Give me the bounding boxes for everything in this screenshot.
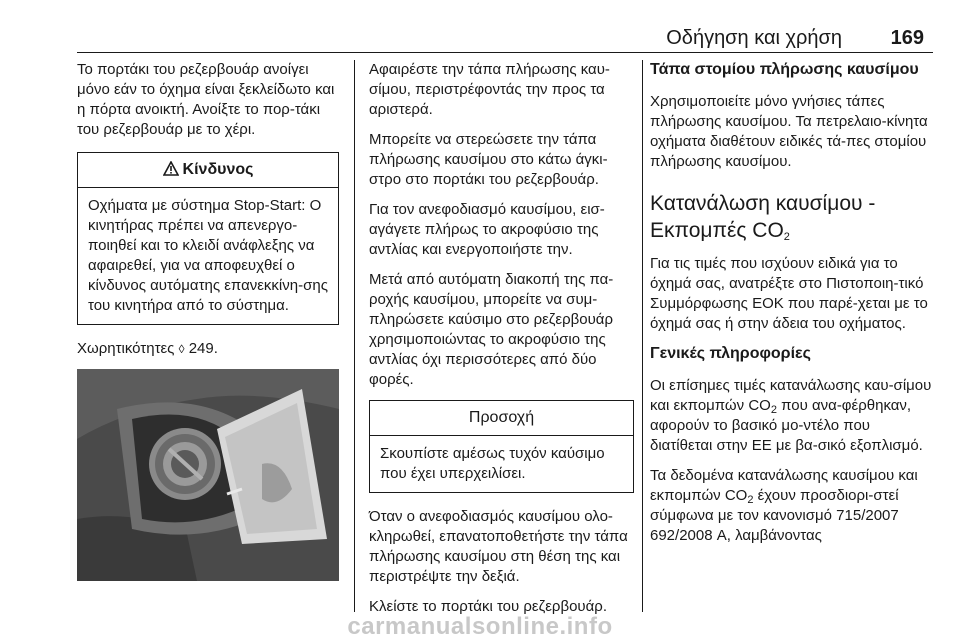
column-divider-2 — [642, 60, 643, 612]
header-title: Οδήγηση και χρήση — [666, 27, 842, 49]
column-1 — [77, 60, 339, 581]
heading-fuel-cap: Τάπα στομίου πλήρωσης καυσίμου — [650, 61, 919, 78]
caution-box — [369, 400, 634, 493]
heading-fuel-consumption-text: Κατανάλωση καυσίμου - Εκπομπές CO — [650, 192, 876, 242]
site-watermark: carmanualsonline.info — [347, 613, 613, 640]
page-header — [0, 0, 960, 52]
official-values-text-b: που ανα-φέρθηκαν, αφορούν το βασικό μο-ντέλο που διατίθεται στην ΕΕ με βα-σικό εξοπλισμό. — [650, 397, 923, 454]
paragraph-close-door: Κλείστε το πορτάκι του ρεζερβουάρ. — [369, 598, 607, 615]
capacity-page-link[interactable]: 249. — [188, 340, 218, 357]
column-divider-1 — [354, 60, 355, 612]
heading-general-info: Γενικές πληροφορίες — [650, 345, 811, 362]
paragraph-refuel: Για τον ανεφοδιασμό καυσίμου, εισ-αγάγετε πλήρως το ακροφύσιο της αντλίας και ενεργοποιήστε την. — [369, 201, 605, 258]
capacity-label: Χωρητικότητες — [77, 340, 175, 357]
paragraph-door-opening: Το πορτάκι του ρεζερβουάρ ανοίγει μόνο εάν το όχημα είναι ξεκλείδωτο και η πόρτα ανοικτή. Ανοίξτε το πορ-τάκι του ρεζερβουάρ με το χέρι. — [77, 61, 335, 138]
regulation-text-a: Τα δεδομένα κατανάλωσης καυσίμου και εκπομπών CO — [650, 467, 918, 504]
danger-box-header — [78, 153, 338, 188]
warning-triangle-icon — [163, 155, 179, 189]
paragraph-genuine-caps: Χρησιμοποιείτε μόνο γνήσιες τάπες πλήρωσης καυσίμου. Τα πετρελαιο-κίνητα οχήματα διαθέτουν ειδικές τά-πες στομίου πλήρωσης καυσίμου. — [650, 93, 928, 170]
paragraph-regulation — [650, 466, 935, 546]
danger-title: Κίνδυνος — [182, 161, 254, 178]
page-reference-icon: ◊ — [178, 342, 185, 356]
capacity-reference — [77, 339, 339, 359]
regulation-subscript: 2 — [747, 494, 754, 506]
header-divider — [77, 52, 933, 53]
caution-text: Σκουπίστε αμέσως τυχόν καύσιμο που έχει υπερχειλίσει. — [380, 445, 605, 482]
paragraph-remove-cap: Αφαιρέστε την τάπα πλήρωσης καυ-σίμου, περιστρέφοντάς την προς τα αριστερά. — [369, 61, 610, 118]
heading-fuel-consumption — [650, 190, 935, 244]
official-values-text-a: Οι επίσημες τιμές κατανάλωσης καυ-σίμου και εκπομπών CO — [650, 377, 932, 414]
paragraph-certificate: Για τις τιμές που ισχύουν ειδικά για το όχημά σας, ανατρέξτε στο Πιστοποιη-τικό Συμμόρφωσης ΕΟΚ που παρέ-χεται με το όχημά σας ή στην άδεια του οχήματος. — [650, 255, 928, 332]
danger-box — [77, 152, 339, 325]
paragraph-cap-hook: Μπορείτε να στερεώσετε την τάπα πλήρωσης καυσίμου στο κάτω άγκι-στρο στο πορτάκι του ρεζερβουάρ. — [369, 131, 608, 188]
regulation-text-b: έχουν προσδιορι-στεί σύμφωνα με τον κανονισμό 715/2007 692/2008 A, λαμβάνοντας — [650, 487, 899, 544]
paragraph-official-values — [650, 376, 935, 456]
danger-text: Οχήματα με σύστημα Stop-Start: Ο κινητήρας πρέπει να απενεργο-ποιηθεί και το κλειδί ανάφλεξης να αφαιρεθεί, για να αποφευχθεί ο κίνδυνος αυτόματης επανεκκίνη-σης του κινητήρα από το σύστημα. — [88, 197, 328, 314]
official-values-subscript: 2 — [770, 404, 777, 416]
column-2 — [369, 60, 634, 627]
paragraph-top-up: Μετά από αυτόματη διακοπή της πα-ροχής καυσίμου, μπορείτε να συμ-πληρώσετε καύσιμο στο ρεζερβουάρ χρησιμοποιώντας το ακροφύσιο της αντλίας όχι περισσότερες από δύο φορές. — [369, 271, 614, 388]
paragraph-replace-cap: Όταν ο ανεφοδιασμός καυσίμου ολο-κληρωθεί, επανατοποθετήστε την τάπα πλήρωσης καυσίμου στη θέση της και περιστρέψτε την δεξιά. — [369, 508, 628, 585]
caution-title: Προσοχή — [370, 401, 633, 436]
heading-co2-subscript: 2 — [783, 231, 790, 243]
column-3 — [650, 60, 935, 556]
page-number: 169 — [890, 27, 924, 49]
fuel-filler-photo — [77, 369, 339, 581]
